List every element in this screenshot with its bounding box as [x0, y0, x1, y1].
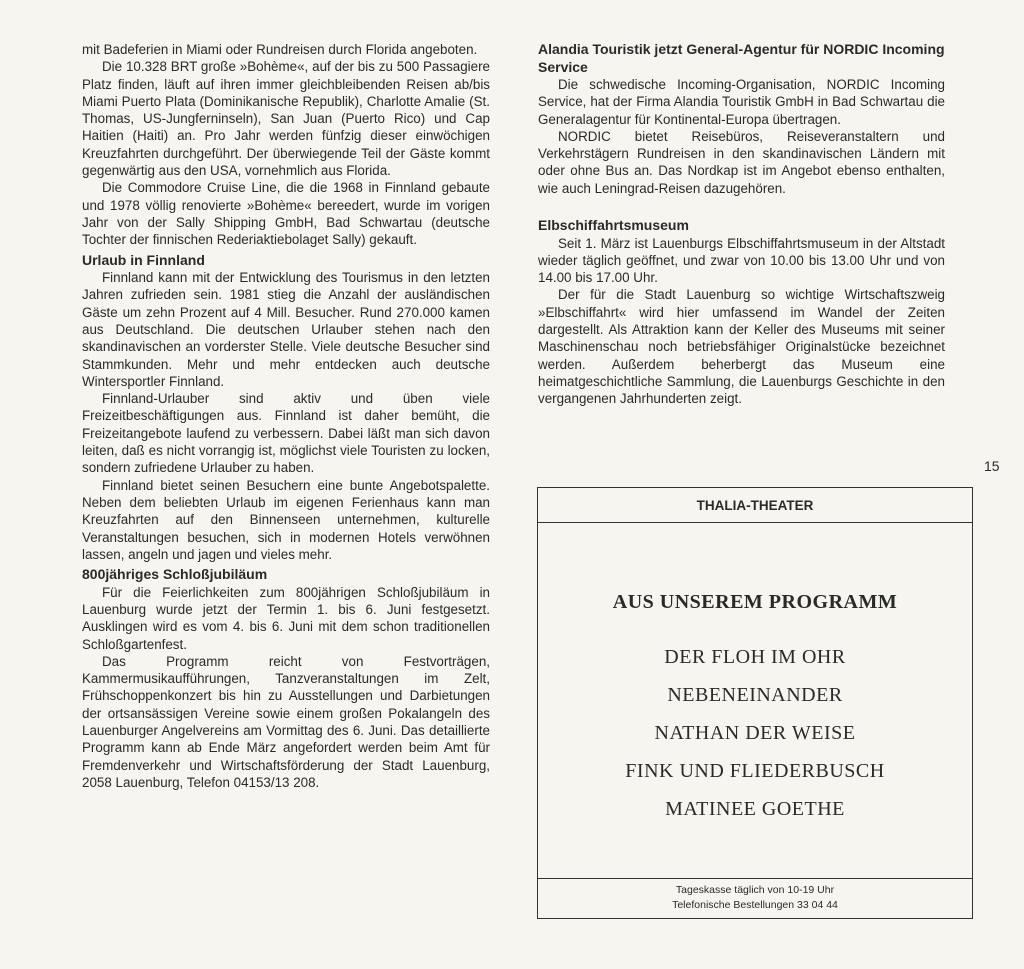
paragraph: Finnland bietet seinen Besuchern eine bunte Angebotspalette. Neben dem beliebten Urlaub im eigenen Ferienhaus kann man Kreuzfahrten auf den Binnenseen unternehmen, kulturelle Veranstaltungen besuchen, sich in modernen Hotels verwöhnen lassen, angeln und jagen und vieles mehr.	[82, 477, 490, 562]
program-item: NATHAN DER WEISE	[654, 722, 856, 744]
paragraph: Finnland-Urlauber sind aktiv und üben viele Freizeitbeschäftigungen aus. Finnland ist daher bemüht, die Freizeitangebote laufend zu verbessern. Dabei läßt man sich davon leiten, daß es nicht vorrangig ist, möglichst viele Touristen zu locken, sondern zufriedene Urlauber zu haben.	[82, 391, 490, 476]
page-number: 15	[984, 458, 1000, 474]
paragraph: Die 10.328 BRT große »Bohème«, auf der bis zu 500 Passagiere Platz finden, läuft auf ihren immer gleichbleibenden Reisen ab/bis Miami Puerto Plata (Dominikanische Republik), Charlotte Amalie (St. Thomas, US-Jungferninseln), San Juan (Puerto Rico) und Cap Haitien (Haiti) an. Pro Jahr werden fünfzig dieser einwöchigen Kreuzfahrten durchgeführt. Der überwiegende Teil der Gäste kommt gegenwärtig aus den USA, vornehmlich aus Florida.	[82, 59, 490, 179]
program-item: NEBENEINANDER	[667, 684, 843, 706]
right-column	[538, 41, 945, 408]
theater-advertisement	[537, 487, 973, 919]
ad-program	[538, 591, 972, 828]
paragraph: Für die Feierlichkeiten zum 800jährigen Schloßjubiläum in Lauenburg wurde jetzt der Termin 1. bis 6. Juni festgesetzt. Ausklingen wird es vom 4. bis 6. Juni mit dem schon traditionellen Schloßgartenfest.	[82, 584, 490, 652]
box-office-hours: Tageskasse täglich von 10-19 Uhr	[675, 884, 835, 896]
heading-alandia: Alandia Touristik jetzt General-Agentur für NORDIC Incoming Service	[538, 41, 945, 75]
paragraph: Das Programm reicht von Festvorträgen, Kammermusikaufführungen, Tanzveranstaltungen im Zelt, Frühschoppenkonzert bis hin zu Ausstellungen und Darbietungen der ortsansässigen Vereine sowie einem großen Pokalangeln des Lauenburger Angelvereins am Vormittag des 6. Juni. Das detaillierte Programm kann ab Ende März angefordert werden beim Amt für Fremdenverkehr und Wirtschaftsförderung der Stadt Lauenburg, 2058 Lauenburg, Telefon 04153/13 208.	[82, 653, 490, 790]
heading-elbschiffahrtsmuseum: Elbschiffahrtsmuseum	[538, 217, 689, 234]
left-column	[82, 41, 490, 791]
program-item: FINK UND FLIEDERBUSCH	[625, 760, 885, 782]
paragraph: Seit 1. März ist Lauenburgs Elbschiffahrtsmuseum in der Altstadt wieder täglich geöffnet, und zwar von 10.00 bis 13.00 Uhr und von 14.00 bis 17.00 Uhr.	[538, 235, 945, 286]
paragraph: Der für die Stadt Lauenburg so wichtige Wirtschaftszweig »Elbschiffahrt« wird hier umfassend im Wandel der Zeiten dargestellt. Als Attraktion kann der Keller des Museums mit seiner Maschinenschau noch betriebsfähiger Originalstücke bezeichnet werden. Außerdem beherbergt das Museum eine heimatgeschichtliche Sammlung, die Lauenburgs Geschichte in den vergangenen Jahrhunderten zeigt.	[538, 287, 945, 407]
paragraph: Die Commodore Cruise Line, die die 1968 in Finnland gebaute und 1978 völlig renovierte »Bohème« bereedert, wurde im vorigen Jahr von der Sally Shipping GmbH, Bad Schwartau (deutsche Tochter der finnischen Rederiaktiebolaget Sally) gekauft.	[82, 180, 490, 248]
program-item: MATINEE GOETHE	[665, 798, 845, 820]
program-item: DER FLOH IM OHR	[664, 646, 846, 668]
ad-footer	[538, 878, 972, 918]
ad-title: AUS UNSEREM PROGRAMM	[612, 591, 898, 613]
ad-program-list	[538, 638, 972, 828]
paragraph: Die schwedische Incoming-Organisation, NORDIC Incoming Service, hat der Firma Alandia Touristik GmbH in Bad Schwartau die Generalagentur für Kontinental-Europa übertragen.	[538, 77, 945, 127]
phone-orders: Telefonische Bestellungen 33 04 44	[672, 899, 838, 911]
ad-header: THALIA-THEATER	[538, 488, 972, 523]
paragraph: NORDIC bietet Reisebüros, Reiseveranstaltern und Verkehrstägern Rundreisen in den skandinavischen Ländern mit oder ohne Bus an. Das Nordkap ist im Angebot ebenso enthalten, wie auch Leningrad-Reisen dazugehören.	[538, 128, 945, 196]
heading-urlaub-finnland: Urlaub in Finnland	[82, 251, 205, 268]
paragraph: Finnland kann mit der Entwicklung des Tourismus in den letzten Jahren zufrieden sein. 1981 stieg die Anzahl der ausländischen Gäste um zehn Prozent auf 4 Mill. Besucher. Rund 270.000 kamen aus Deutschland. Die deutschen Urlauber stehen nach den skandinavischen an vorderster Stelle. Viele deutsche Besucher sind Stammkunden. Mehr und mehr entdecken auch deutsche Wintersportler Finnland.	[82, 270, 490, 389]
paragraph: mit Badeferien in Miami oder Rundreisen durch Florida angeboten.	[82, 42, 478, 57]
heading-schlossjubilaeum: 800jähriges Schloßjubiläum	[82, 566, 268, 583]
